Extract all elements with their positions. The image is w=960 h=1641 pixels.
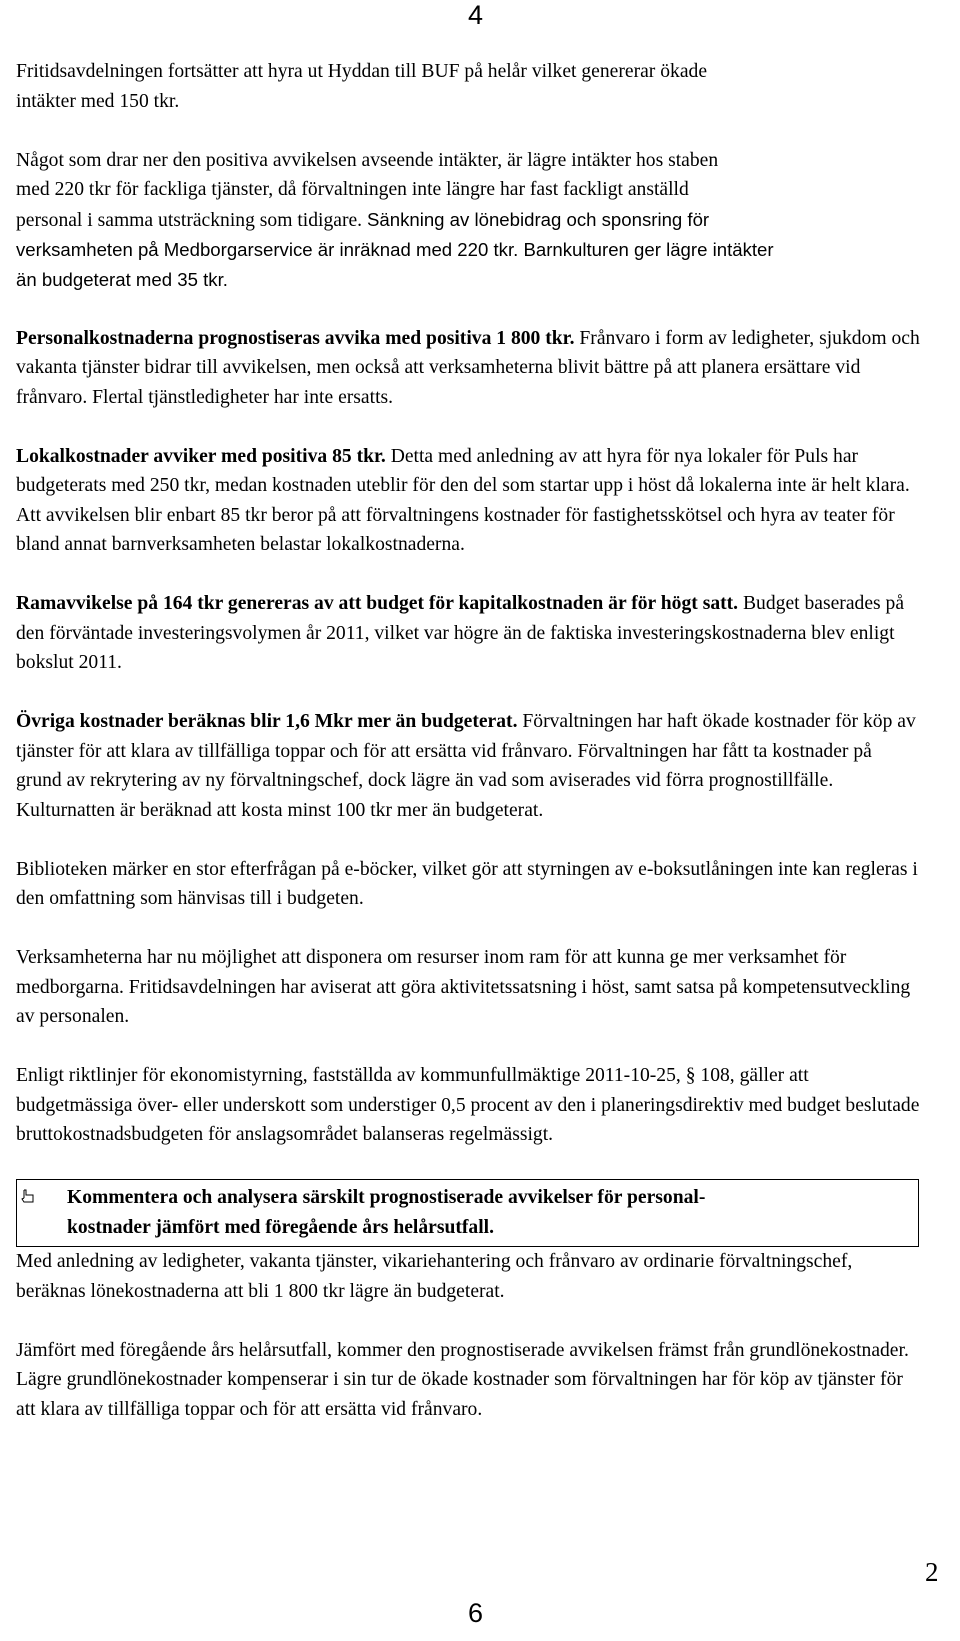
paragraph-hyddan — [16, 57, 921, 116]
text-line: än budgeterat med 35 tkr. — [16, 268, 228, 290]
text-segment: personal i samma utsträckning som tidigare. — [16, 209, 367, 231]
text-segment: Sänkning av lönebidrag och sponsring för — [366, 208, 710, 230]
paragraph-text: Verksamheterna har nu möjlighet att disponera om resurser inom ram för att kunna ge mer verksamhet för medborgarna. Fritidsavdelningen har aviserat att göra aktivitetssatsning i höst, samt satsa på kompetensutveckling av personalen. — [16, 947, 911, 1027]
page-number-bottom: 6 — [468, 1598, 484, 1628]
paragraph-intakter — [16, 146, 921, 295]
paragraph-text: Med anledning av ledigheter, vakanta tjänster, vikariehantering och frånvaro av ordinarie förvaltningschef, beräknas lönekostnaderna att bli 1 800 tkr lägre än budgeterat. — [16, 1251, 853, 1302]
paragraph-ramavvikelse — [16, 589, 921, 678]
paragraph-text: Förvaltningen har haft ökade kostnader för köp av tjänster för att klara av tillfälliga toppar och för att ersätta vid frånvaro. Förvaltningen har fått ta kostnader på grund av rekrytering av ny förvaltningschef, dock lägre än vad som aviserades vid förra prognostillfälle. Kulturnatten är beräknad att kosta minst 100 tkr mer än budgeterat. — [16, 711, 916, 821]
question-text — [67, 1183, 914, 1242]
paragraph-text: Detta med anledning av att hyra för nya lokaler för Puls har budgeterats med 250 tkr, medan kostnaden uteblir för den del som startar upp i höst då lokalerna inte är helt klara. Att avvikelsen blir enbart 85 tkr beror på att förvaltningens kostnader för fastighetsskötsel och hyra av teater för bland annat barnverksamheten belastar lokalkostnaderna. — [16, 445, 910, 555]
paragraph-text: Frånvaro i form av ledigheter, sjukdom och vakanta tjänster bidrar till avvikelsen, men också att verksamheterna blivit bättre på att planera ersättare vid frånvaro. Flertal tjänstledigheter har inte ersatts. — [16, 327, 920, 408]
text-line: verksamheten på Medborgarservice är inräknad med 220 tkr. Barnkulturen ger lägre intäkter — [16, 239, 774, 260]
text-line — [16, 205, 921, 236]
text-line: med 220 tkr för fackliga tjänster, då förvaltningen inte längre har fast fackligt anställd — [16, 179, 689, 200]
paragraph-text: Budget baserades på den förväntade investeringsvolymen år 2011, vilket var högre än de faktiska investeringskostnaderna blev enligt bokslut 2011. — [16, 593, 905, 673]
paragraph-heading: Ramavvikelse på 164 tkr genereras av att budget för kapitalkostnaden är för högt satt. — [16, 593, 739, 614]
paragraph-text: Biblioteken märker en stor efterfrågan på e-böcker, vilket gör att styrningen av e-boksutlåningen inte kan regleras i den omfattning som hänvisas till i budgeten. — [16, 858, 918, 909]
paragraph-biblioteken — [16, 855, 921, 914]
paragraph-ovriga-kostnader — [16, 707, 921, 825]
question-line: Kommentera och analysera särskilt prognostiserade avvikelser för personal- — [67, 1187, 706, 1208]
paragraph-jamfort — [16, 1336, 921, 1425]
paragraph-heading: Lokalkostnader avviker med positiva 85 tkr. — [16, 445, 386, 467]
paragraph-verksamheterna — [16, 943, 921, 1032]
paragraph-lonekostnader — [16, 1247, 921, 1306]
page-number-corner: 2 — [925, 1557, 939, 1587]
question-line: kostnader jämfört med föregående års helårsutfall. — [67, 1216, 495, 1238]
paragraph-text: Enligt riktlinjer för ekonomistyrning, fastställda av kommunfullmäktige 2011-10-25, § 108, gäller att budgetmässiga över- eller underskott som understiger 0,5 procent av den i planeringsdirektiv med budget beslutade bruttokostnadsbudgeten för anslagsområdet balanseras regelmässigt. — [16, 1065, 920, 1145]
hand-pointer-icon — [21, 1189, 35, 1203]
question-box — [16, 1179, 919, 1247]
paragraph-personalkostnader — [16, 324, 921, 413]
paragraph-heading: Övriga kostnader beräknas blir 1,6 Mkr mer än budgeterat. — [16, 711, 518, 732]
paragraph-riktlinjer — [16, 1061, 921, 1150]
text-line: intäkter med 150 tkr. — [16, 90, 180, 112]
text-line: Fritidsavdelningen fortsätter att hyra ut Hyddan till BUF på helår vilket genererar ökade — [16, 61, 708, 82]
document-body — [16, 57, 921, 1454]
text-line: Något som drar ner den positiva avvikelsen avseende intäkter, är lägre intäkter hos staben — [16, 149, 719, 171]
paragraph-text: Jämfört med föregående års helårsutfall, kommer den prognostiserade avvikelsen främst från grundlönekostnader. Lägre grundlönekostnader kompenserar i sin tur de ökade kostnader som förvaltningen har för köp av tjänster för att klara av tillfälliga toppar och för att ersätta vid frånvaro. — [16, 1339, 909, 1420]
paragraph-lokalkostnader — [16, 442, 921, 560]
page-number-top: 4 — [468, 0, 484, 30]
paragraph-heading: Personalkostnaderna prognostiseras avvika med positiva 1 800 tkr. — [16, 327, 575, 349]
mixed-line — [16, 210, 709, 231]
